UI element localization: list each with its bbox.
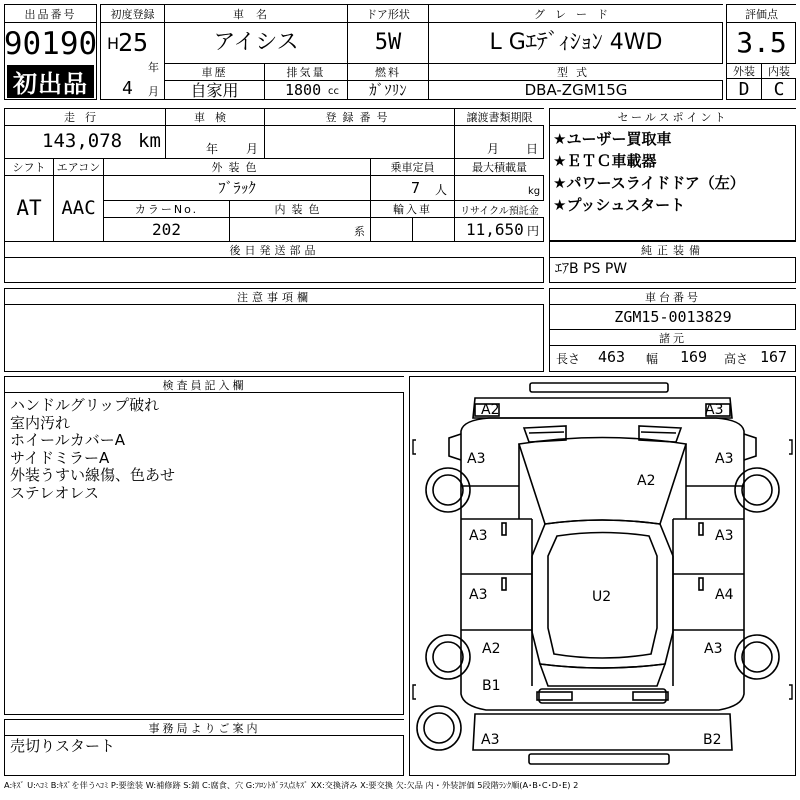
recycle-fee-label: リサイクル預託金 (455, 201, 544, 217)
score-label: 評価点 (727, 5, 796, 22)
aircon-label: エアコン (54, 159, 103, 175)
displacement-label: 排気量 (265, 64, 347, 80)
max-load-label: 最大積載量 (455, 159, 544, 175)
inspector-notes-label: 検査員記入欄 (5, 377, 404, 392)
mileage-unit: km (138, 130, 161, 152)
mark-quarter-left: A2 (482, 641, 501, 657)
sales-point-item: ★ＥＴＣ車載器 (553, 152, 657, 170)
shift-label: シフト (5, 159, 53, 175)
capacity-label: 乗車定員 (371, 159, 454, 175)
mark-door2-right: A4 (715, 587, 734, 603)
width-value: 169 (680, 348, 708, 366)
first-listing-badge: 初出品 (7, 65, 94, 98)
transfer-month-unit: 月 (487, 142, 500, 156)
specs-label: 諸元 (550, 330, 796, 345)
displacement-unit: cc (328, 86, 339, 97)
width-label: 幅 (646, 352, 659, 366)
office-guidance: 売切りスタート (10, 737, 116, 755)
aircon: AAC (61, 197, 96, 219)
interior-label: 内装 (762, 64, 796, 78)
color-number-label: カラーNo. (104, 201, 229, 217)
mark-front-left: A2 (481, 402, 500, 418)
equipment-list: ｴｱB PS PW (555, 261, 628, 277)
sales-point-item: ★ユーザー買取車 (553, 130, 672, 148)
equipment-label: 純正装備 (550, 242, 796, 257)
model-label: 型式 (429, 64, 723, 80)
interior-color-unit: 系 (354, 225, 365, 238)
overall-score: 3.5 (736, 26, 787, 59)
door-label: ドア形状 (348, 5, 428, 22)
height-label: 高さ (724, 352, 749, 366)
grade-label: グレード (429, 5, 723, 22)
later-parts-label: 後日発送部品 (5, 242, 544, 257)
year-unit: 年 (148, 61, 159, 74)
color-number: 202 (152, 219, 181, 239)
mark-door2-left: A3 (469, 587, 488, 603)
office-guidance-label: 事務局よりご案内 (5, 720, 404, 735)
mark-rear-left: B1 (482, 678, 501, 694)
mark-door1-right: A3 (715, 528, 734, 544)
car-name-label: 車名 (165, 5, 347, 22)
exterior-color: ﾌﾞﾗｯｸ (218, 178, 256, 197)
inspector-note-line: ステレオレス (10, 483, 99, 502)
length-label: 長さ (556, 352, 581, 366)
month-unit: 月 (148, 85, 159, 98)
mark-door1-left: A3 (469, 528, 488, 544)
grade: L Gｴﾃﾞｨｼｮﾝ 4WD (489, 30, 663, 55)
capacity-unit: 人 (435, 183, 448, 197)
history: 自家用 (190, 80, 239, 100)
sales-point-item: ★パワースライドドア（左） (553, 174, 745, 192)
interior-grade: C (773, 78, 785, 100)
displacement: 1800 (285, 81, 322, 99)
inspector-note-line: 外装うすい線傷、色あせ (10, 466, 176, 484)
inspection-month-unit: 月 (246, 142, 259, 156)
exterior-label: 外装 (727, 64, 761, 78)
door-type: 5W (374, 30, 402, 55)
registration-number-label: 登録番号 (265, 109, 454, 125)
car-damage-diagram (409, 376, 796, 776)
interior-color-label: 内装色 (230, 201, 370, 217)
mark-fender-left: A3 (467, 451, 486, 467)
mark-hood: A2 (637, 473, 656, 489)
chassis-number-label: 車台番号 (550, 289, 796, 304)
fuel: ｶﾞｿﾘﾝ (369, 81, 407, 99)
mark-quarter-right: A3 (704, 641, 723, 657)
sales-point-item: ★プッシュスタート (553, 196, 686, 214)
mark-fender-right: A3 (715, 451, 734, 467)
transfer-doc-deadline-label: 譲渡書類期限 (455, 109, 544, 125)
shift: AT (16, 196, 42, 220)
recycle-fee: 11,650 (466, 220, 524, 239)
listing-number-label: 出品番号 (5, 5, 96, 22)
model-code: DBA-ZGM15G (524, 81, 628, 99)
mark-roof: U2 (592, 589, 612, 605)
mileage: 143,078 (42, 130, 123, 152)
height-value: 167 (760, 348, 788, 366)
history-label: 車歴 (165, 64, 264, 80)
chassis-number: ZGM15-0013829 (614, 307, 732, 326)
listing-number: 90190 (3, 25, 98, 62)
mileage-label: 走行 (5, 109, 165, 125)
inspector-note-line: ホイールカバーA (10, 431, 125, 449)
fuel-label: 燃料 (348, 64, 428, 80)
legend: A:ｷｽﾞ U:ﾍｺﾐ B:ｷｽﾞを伴うﾍｺﾐ P:要塗装 W:補修跡 S:錆 C:腐食、穴 G:ﾌﾛﾝﾄｶﾞﾗｽ点ｷｽﾞ XX:交換済み X:要交換 欠:欠品 内・外装評価 5段階ﾗﾝｸ順(A･B･C･D･E) 2 (4, 780, 579, 790)
max-load-unit: kg (528, 186, 541, 197)
inspection-label: 車検 (166, 109, 264, 125)
mark-bumper-right: B2 (703, 732, 722, 748)
notes-label: 注意事項欄 (5, 289, 544, 304)
exterior-color-label: 外装色 (104, 159, 370, 175)
registration-month: 4 (122, 78, 133, 99)
inspection-year-unit: 年 (206, 142, 219, 156)
mark-bumper-left: A3 (481, 732, 500, 748)
mark-front-right: A3 (705, 402, 724, 418)
transfer-day-unit: 日 (526, 142, 539, 156)
inspector-note-line: サイドミラーA (10, 448, 110, 467)
first-registration-label: 初度登録 (101, 5, 164, 22)
sales-points-label: セールスポイント (550, 109, 796, 125)
inspector-note-line: ハンドルグリップ破れ (10, 396, 160, 414)
recycle-fee-unit: 円 (527, 224, 540, 238)
import-label: 輸入車 (371, 201, 454, 217)
exterior-grade: D (738, 78, 750, 100)
registration-year: 25 (118, 28, 149, 57)
length-value: 463 (598, 348, 626, 366)
capacity: 7 (411, 179, 421, 197)
car-name: アイシス (213, 30, 299, 55)
inspector-note-line: 室内汚れ (10, 413, 71, 432)
era-letter: H (107, 34, 120, 53)
